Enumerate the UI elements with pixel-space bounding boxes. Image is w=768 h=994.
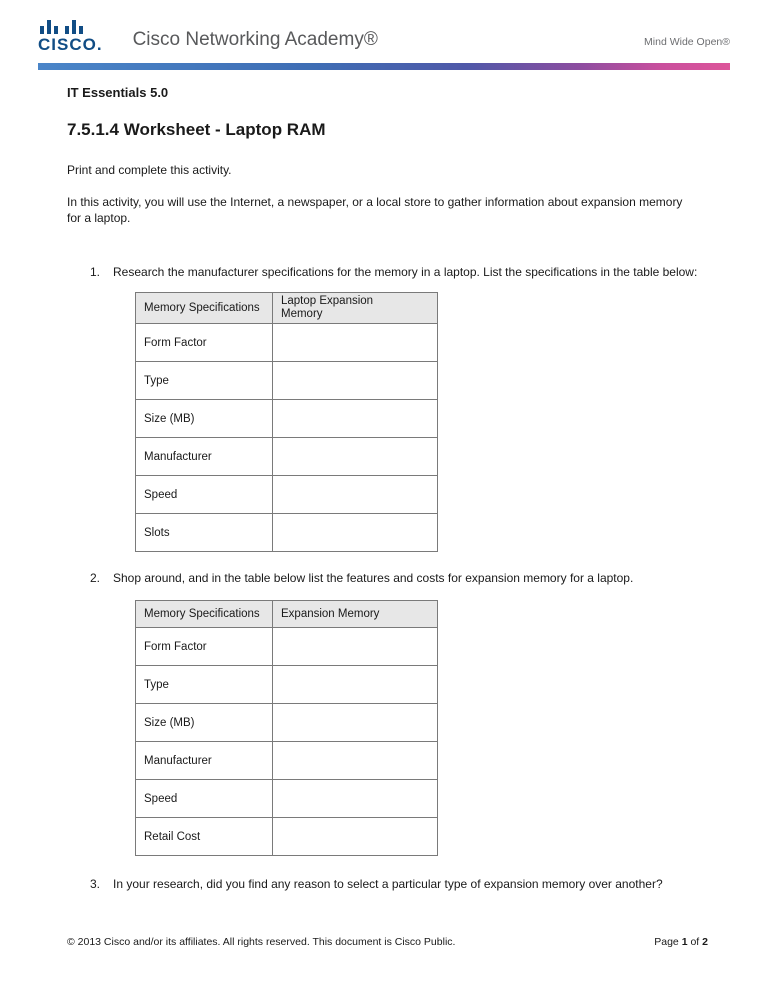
table-header-row [136, 293, 438, 324]
row-label: Retail Cost [136, 818, 273, 856]
page-title: 7.5.1.4 Worksheet - Laptop RAM [67, 120, 326, 139]
brand-tagline: Mind Wide Open® [644, 36, 730, 48]
row-label: Type [136, 362, 273, 400]
question-text: In your research, did you find any reason to select a particular type of expansion memory over another? [113, 877, 663, 891]
table2-header-memory: Expansion Memory [273, 601, 438, 628]
course-label: IT Essentials 5.0 [67, 85, 169, 100]
cisco-logo-text: CISCO. [38, 35, 103, 54]
question-number: 1. [90, 265, 101, 279]
entry-cell [273, 514, 438, 552]
table-row [136, 362, 438, 400]
memory-spec-table-1 [135, 292, 438, 552]
entry-cell [273, 400, 438, 438]
entry-cell [273, 780, 438, 818]
question-text: Shop around, and in the table below list the features and costs for expansion memory for a laptop. [113, 571, 634, 585]
row-label: Size (MB) [136, 704, 273, 742]
entry-cell [273, 628, 438, 666]
question-item-2 [67, 570, 701, 586]
intro-paragraph-1: Print and complete this activity. [67, 163, 232, 177]
header-gradient-divider [38, 63, 730, 70]
page-header [0, 0, 768, 53]
table-row [136, 818, 438, 856]
row-label: Slots [136, 514, 273, 552]
question-item-1 [67, 264, 701, 280]
cisco-logo [38, 16, 103, 53]
intro-paragraph-2: In this activity, you will use the Internet, a newspaper, or a local store to gather information about expansion memory for a laptop. [67, 195, 683, 225]
question-number: 2. [90, 571, 101, 585]
table-header-row [136, 601, 438, 628]
table-row [136, 628, 438, 666]
document-body [67, 85, 701, 892]
entry-cell [273, 324, 438, 362]
entry-cell [273, 742, 438, 780]
table1-header-specs: Memory Specifications [136, 293, 273, 324]
entry-cell [273, 666, 438, 704]
row-label: Size (MB) [136, 400, 273, 438]
table-row [136, 742, 438, 780]
cisco-bars-icon [38, 16, 96, 34]
entry-cell [273, 438, 438, 476]
memory-spec-table-2 [135, 600, 438, 856]
entry-cell [273, 476, 438, 514]
table-row [136, 400, 438, 438]
table-row [136, 476, 438, 514]
row-label: Speed [136, 476, 273, 514]
entry-cell [273, 704, 438, 742]
table-row [136, 438, 438, 476]
brand-title: Cisco Networking Academy® [132, 29, 378, 51]
question-number: 3. [90, 877, 101, 891]
footer-copyright: © 2013 Cisco and/or its affiliates. All rights reserved. This document is Cisco Public. [67, 936, 456, 948]
table-row [136, 780, 438, 818]
row-label: Manufacturer [136, 742, 273, 780]
table-row [136, 704, 438, 742]
row-label: Type [136, 666, 273, 704]
entry-cell [273, 362, 438, 400]
table-row [136, 666, 438, 704]
entry-cell [273, 818, 438, 856]
table-row [136, 324, 438, 362]
page-number: Page 1 of 2 [654, 936, 708, 948]
table-row [136, 514, 438, 552]
page-footer [67, 936, 708, 948]
question-item-3 [67, 876, 701, 892]
row-label: Manufacturer [136, 438, 273, 476]
row-label: Form Factor [136, 628, 273, 666]
row-label: Speed [136, 780, 273, 818]
row-label: Form Factor [136, 324, 273, 362]
question-text: Research the manufacturer specifications for the memory in a laptop. List the specifications in the table below: [113, 265, 698, 279]
table2-header-specs: Memory Specifications [136, 601, 273, 628]
table1-header-memory: Laptop Expansion Memory [273, 293, 438, 324]
